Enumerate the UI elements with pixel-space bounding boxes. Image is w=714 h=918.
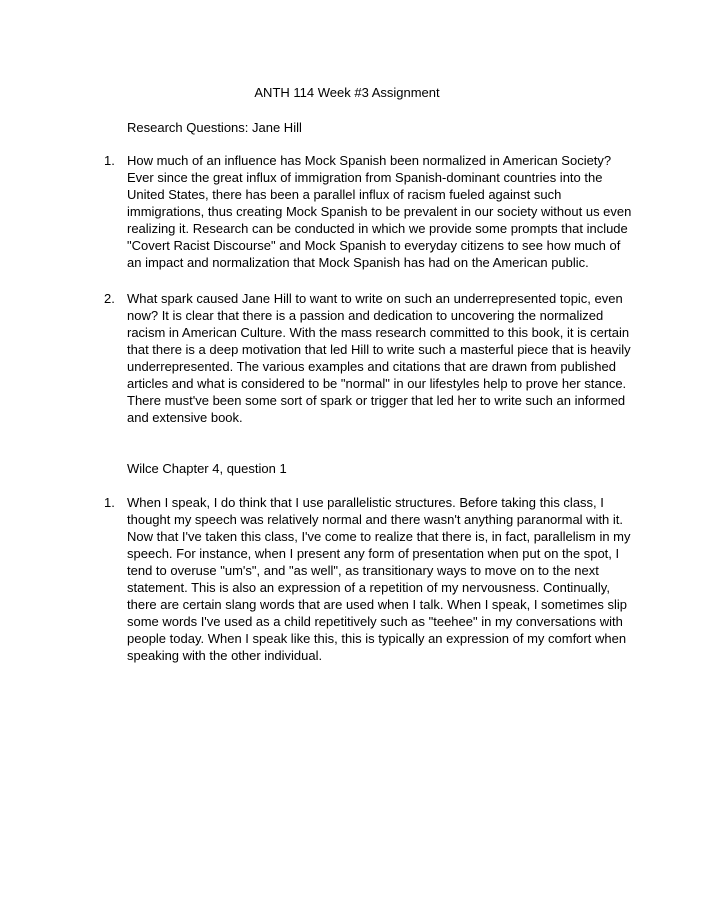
list-item-text: What spark caused Jane Hill to want to write on such an underrepresented topic, even now? It is clear that there is a passion and dedication to uncovering the normalized racism in American Culture. With the mass research committed to this book, it is certain that there is a deep motivation that led Hill to write such a masterful piece that is heavily underrepresented. The various examples and citations that are drawn from published articles and what is considered to be "normal" in our lifestyles help to prove her stance. There must've been some sort of spark or trigger that led her to write such an informed and extensive book. (127, 291, 631, 425)
list-item-text: How much of an influence has Mock Spanish been normalized in American Society? Ever since the great influx of immigration from Spanish-dominant countries into the United States, there has been a parallel influx of racism fueled against such immigrations, thus creating Mock Spanish to be prevalent in our society without us even realizing it. Research can be conducted in which we provide some prompts that include "Covert Racist Discourse" and Mock Spanish to everyday citizens to see how much of an impact and normalization that Mock Spanish has had on the American public. (127, 153, 632, 270)
list-item-number: 2. (104, 291, 115, 306)
list-item-text: When I speak, I do think that I use parallelistic structures. Before taking this class, I thought my speech was relatively normal and there wasn't anything paranormal with it. Now that I've taken this class, I've come to realize that there is, in fact, parallelism in my speech. For instance, when I present any form of presentation when put on the spot, I tend to overuse "um's", and "as well", as transitionary ways to move on to the next statement. This is also an expression of a repetition of my nervousness. Continually, there are certain slang words that are used when I talk. When I speak, I sometimes slip some words I've used as a child repetitively such as "teehee" in my conversations with people today. When I speak like this, this is typically an expression of my comfort when speaking with the other individual. (127, 495, 631, 663)
section-heading-research-questions: Research Questions: Jane Hill (127, 120, 302, 135)
list-item (104, 152, 634, 271)
list-item (104, 290, 634, 426)
list-item-number: 1. (104, 153, 115, 168)
section-heading-wilce-chapter-4: Wilce Chapter 4, question 1 (127, 461, 287, 476)
page-title: ANTH 114 Week #3 Assignment (254, 85, 440, 100)
list-item-number: 1. (104, 495, 115, 510)
list-item (104, 494, 634, 664)
